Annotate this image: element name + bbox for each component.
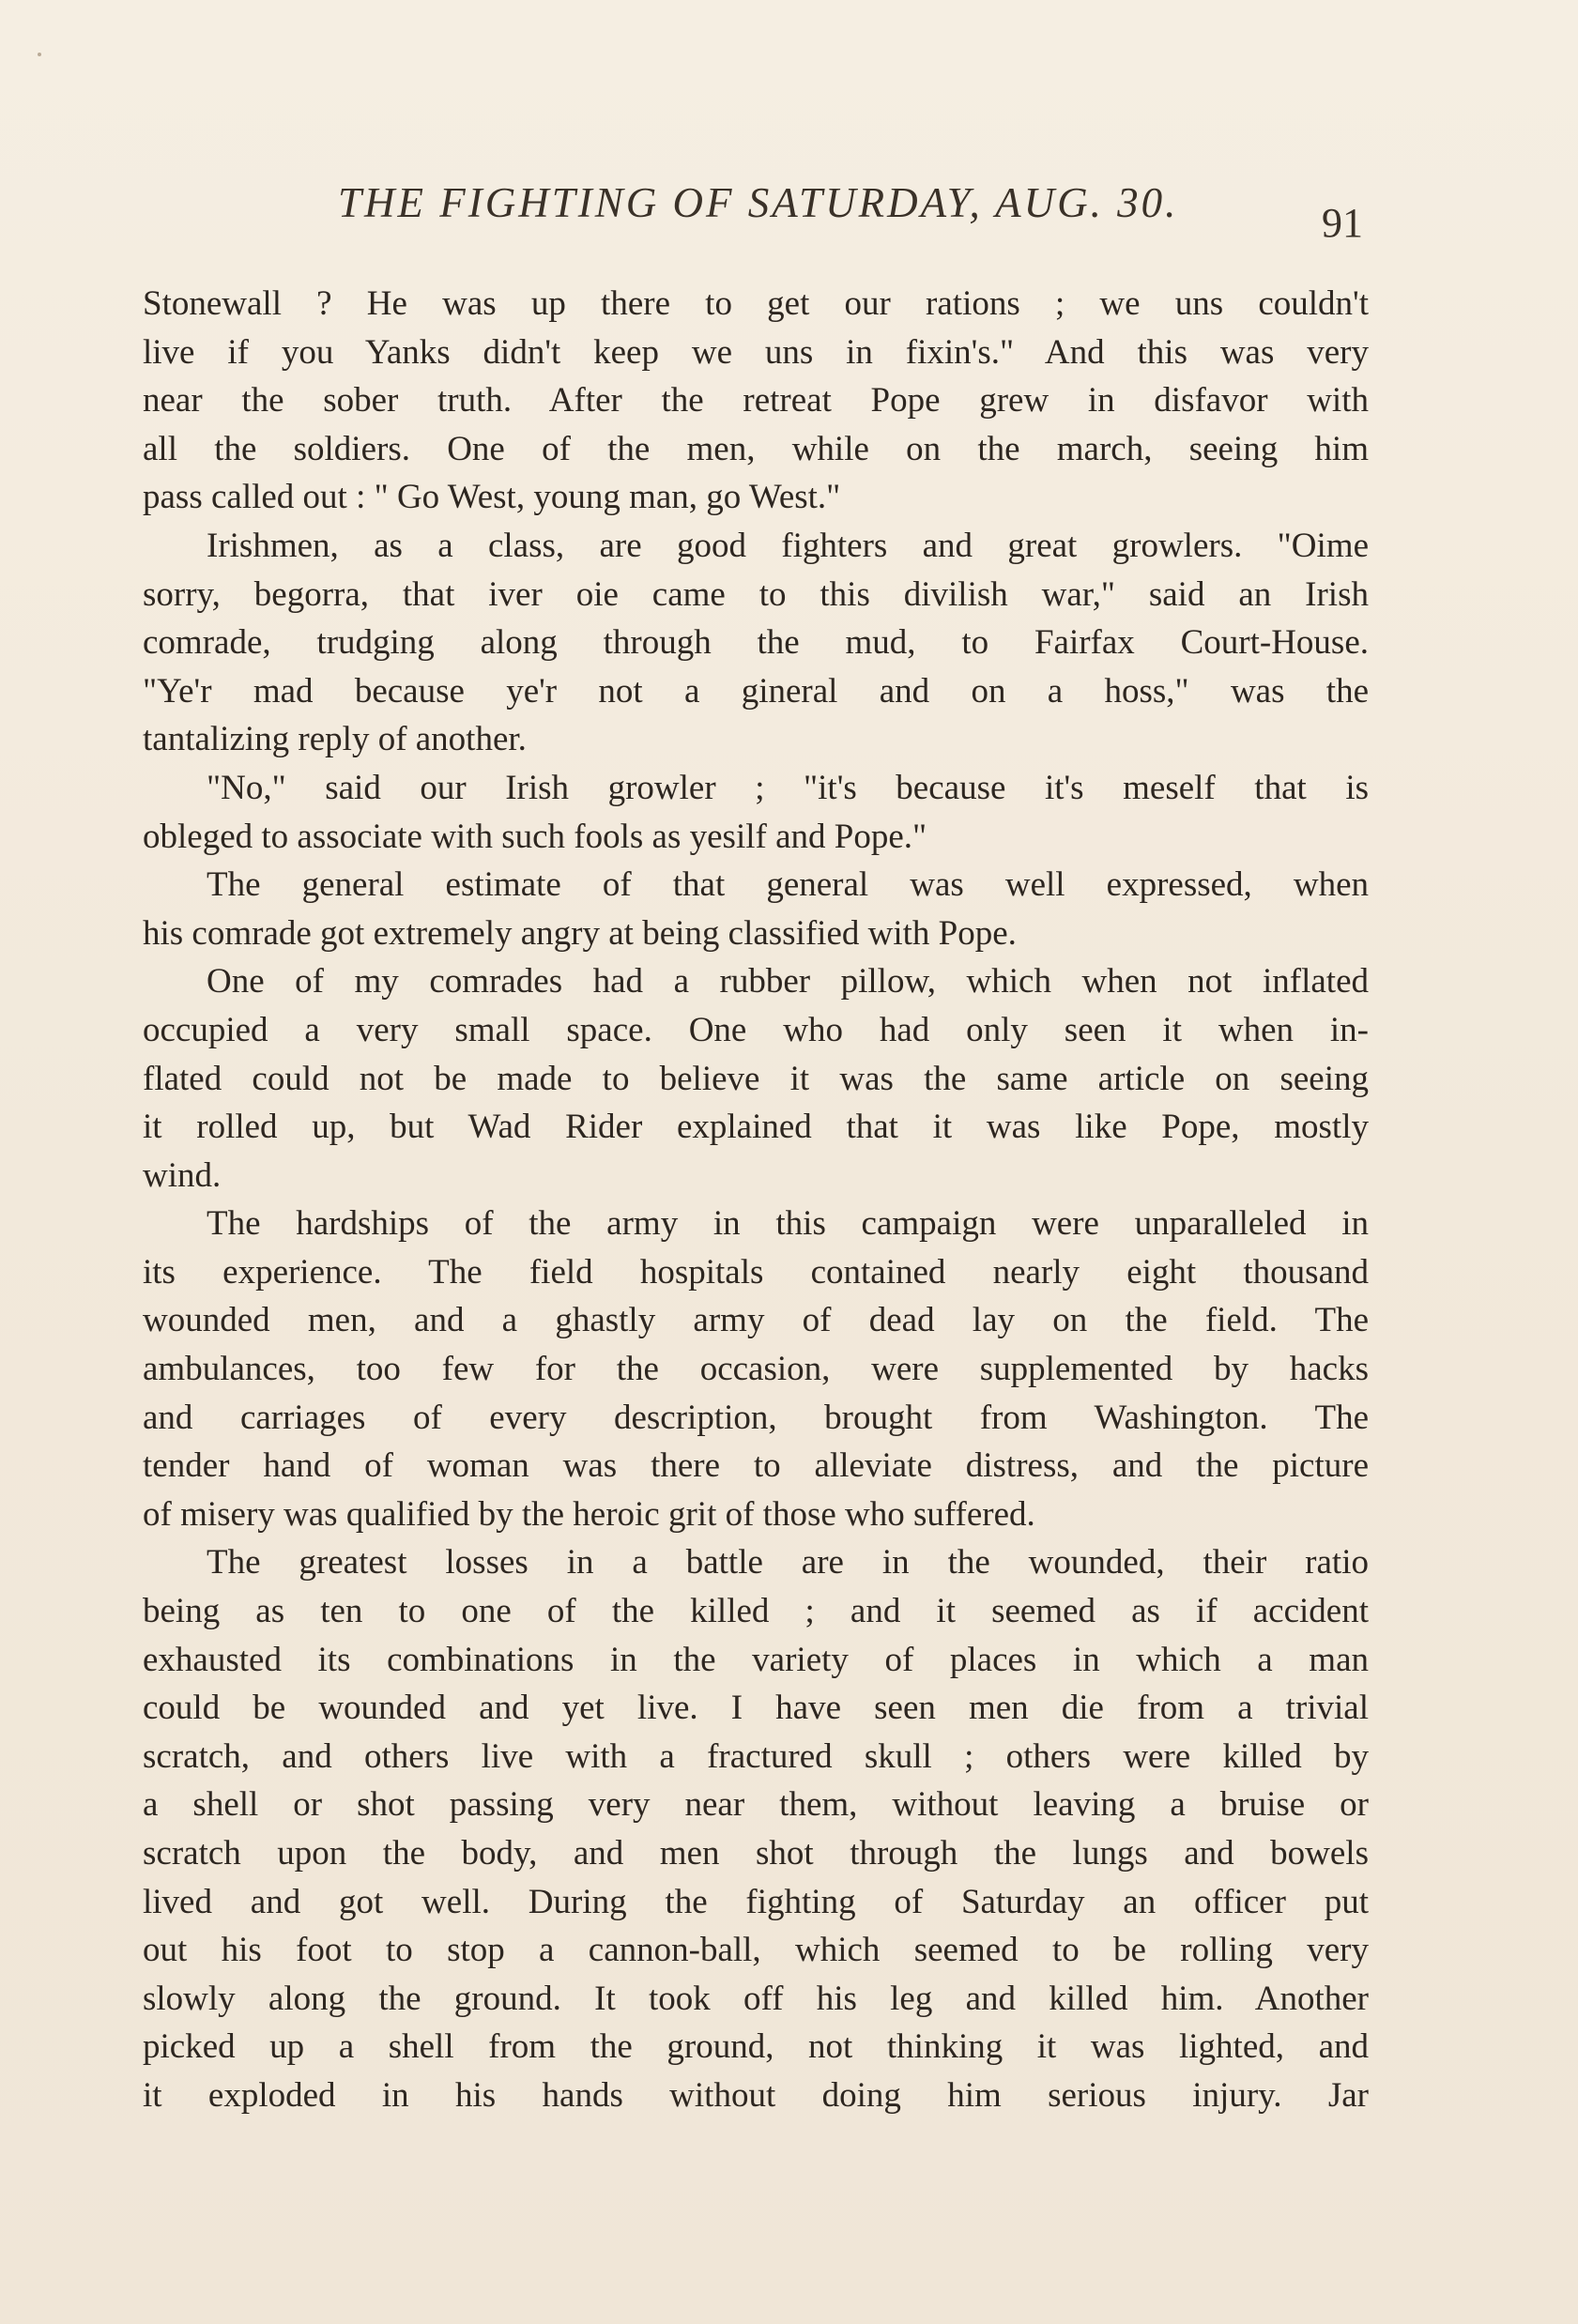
text-line: tender hand of woman was there to alleviate distress, and the picture (143, 1446, 1369, 1486)
text-line: obleged to associate with such fools as yesilf and Pope." (143, 817, 927, 856)
text-line: near the sober truth. After the retreat Pope grew in disfavor with (143, 381, 1369, 420)
page-speck (38, 53, 41, 56)
text-line: slowly along the ground. It took off his leg and killed him. Another (143, 1979, 1369, 2018)
paragraph-start-line: The greatest losses in a battle are in the wounded, their ratio (207, 1543, 1369, 1582)
text-line: pass called out : " Go West, young man, go West." (143, 478, 841, 517)
text-line: scratch upon the body, and men shot through the lungs and bowels (143, 1834, 1369, 1873)
text-line: live if you Yanks didn't keep we uns in fixin's." And this was very (143, 332, 1369, 372)
text-line: wounded men, and a ghastly army of dead lay on the field. The (143, 1301, 1369, 1340)
text-line: lived and got well. During the fighting of Saturday an officer put (143, 1882, 1369, 1921)
text-line: sorry, begorra, that iver oie came to this divilish war," said an Irish (143, 574, 1369, 614)
text-line: tantalizing reply of another. (143, 720, 527, 759)
text-line: occupied a very small space. One who had only seen it when in- (143, 1010, 1369, 1049)
paragraph-start-line: "No," said our Irish growler ; "it's because it's meself that is (207, 768, 1369, 807)
body-text (143, 280, 1369, 2120)
text-line: Stonewall ? He was up there to get our rations ; we uns couldn't (143, 284, 1369, 323)
text-line: and carriages of every description, brought from Washington. The (143, 1398, 1369, 1437)
text-line: scratch, and others live with a fractured skull ; others were killed by (143, 1736, 1369, 1776)
running-head: THE FIGHTING OF SATURDAY, AUG. 30. (338, 179, 1179, 226)
text-line: out his foot to stop a cannon-ball, which seemed to be rolling very (143, 1931, 1369, 1970)
text-line: its experience. The field hospitals contained nearly eight thousand (143, 1252, 1369, 1292)
text-line: could be wounded and yet live. I have seen men die from a trivial (143, 1689, 1369, 1728)
paragraph-start-line: The general estimate of that general was well expressed, when (207, 865, 1369, 905)
text-line: all the soldiers. One of the men, while on the march, seeing him (143, 429, 1369, 468)
text-line: of misery was qualified by the heroic grit of those who suffered. (143, 1494, 1035, 1534)
paragraph-start-line: Irishmen, as a class, are good fighters and great growlers. "Oime (207, 526, 1369, 565)
text-line: comrade, trudging along through the mud, to Fairfax Court-House. (143, 623, 1369, 663)
text-line: flated could not be made to believe it was the same article on seeing (143, 1059, 1369, 1098)
text-line: exhausted its combinations in the variety of places in which a man (143, 1640, 1369, 1679)
text-line: it rolled up, but Wad Rider explained that it was like Pope, mostly (143, 1108, 1369, 1147)
text-line: wind. (143, 1155, 222, 1195)
page-number: 91 (1322, 200, 1363, 246)
paragraph-start-line: One of my comrades had a rubber pillow, which when not inflated (207, 962, 1369, 1001)
text-line: being as ten to one of the killed ; and it seemed as if accident (143, 1592, 1369, 1631)
text-line: a shell or shot passing very near them, without leaving a bruise or (143, 1785, 1369, 1825)
text-line: it exploded in his hands without doing him serious injury. Jar (143, 2075, 1369, 2115)
text-line: ambulances, too few for the occasion, were supplemented by hacks (143, 1350, 1369, 1389)
text-line: "Ye'r mad because ye'r not a gineral and on a hoss," was the (143, 671, 1369, 711)
paragraph-start-line: The hardships of the army in this campaign were unparalleled in (207, 1204, 1369, 1244)
text-line: his comrade got extremely angry at being classified with Pope. (143, 913, 1017, 953)
text-line: picked up a shell from the ground, not thinking it was lighted, and (143, 2027, 1369, 2067)
